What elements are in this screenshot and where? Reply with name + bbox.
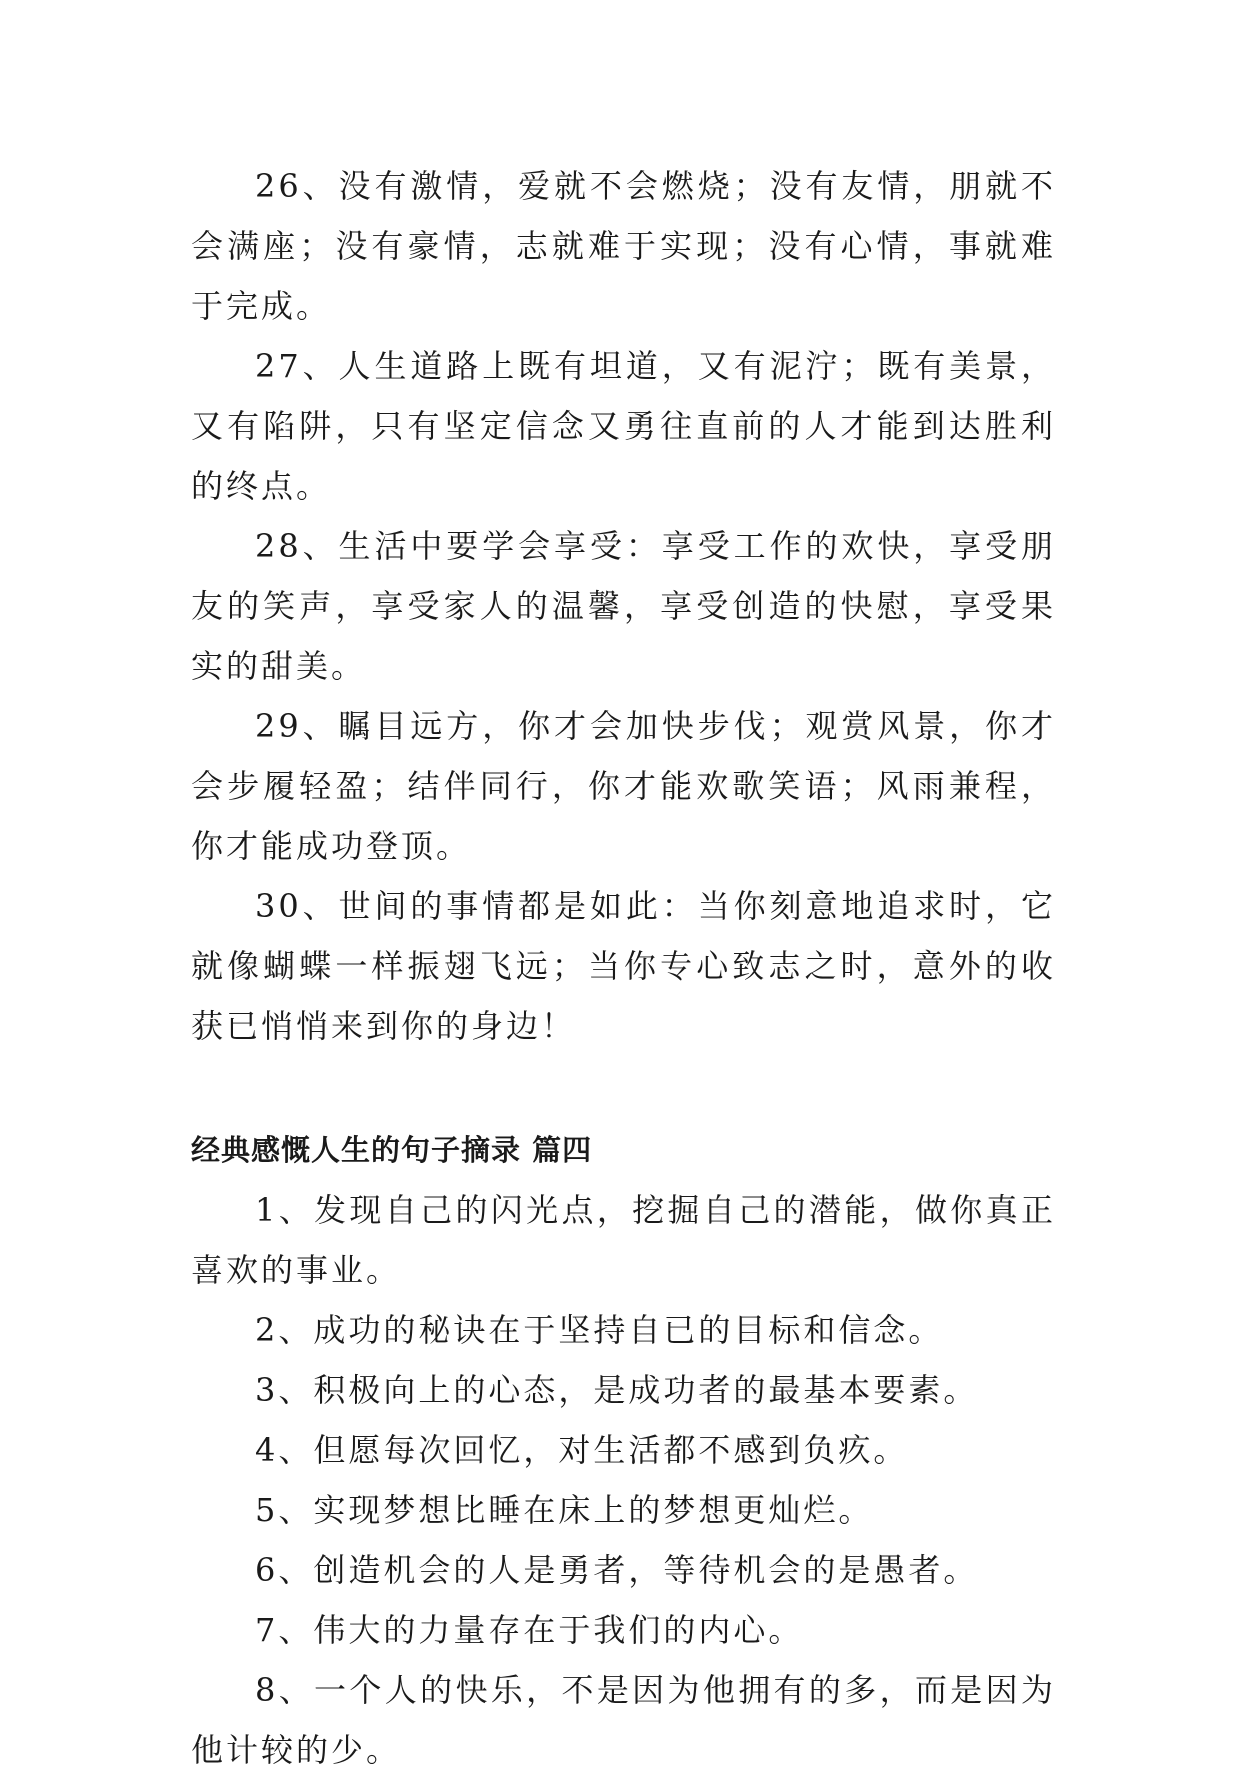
quote-6: 6、创造机会的人是勇者，等待机会的是愚者。: [255, 1551, 979, 1589]
quote-1: 1、发现自己的闪光点，挖掘自己的潜能，做你真正喜欢的事业。: [191, 1191, 1056, 1289]
quote-30: 30、世间的事情都是如此：当你刻意地追求时，它就像蝴蝶一样振翅飞远；当你专心致志之时，意外的收获已悄悄来到你的身边！: [191, 887, 1056, 1045]
quotes-section-2: [191, 1180, 1056, 1780]
quote-29: 29、瞩目远方，你才会加快步伐；观赏风景，你才会步履轻盈；结伴同行，你才能欢歌笑语；风雨兼程，你才能成功登顶。: [191, 707, 1056, 865]
quotes-section-1: [191, 156, 1056, 1056]
quote-5: 5、实现梦想比睡在床上的梦想更灿烂。: [255, 1491, 874, 1529]
document-page: [191, 156, 1056, 1780]
quote-4: 4、但愿每次回忆，对生活都不感到负疚。: [255, 1431, 909, 1469]
quote-2: 2、成功的秘诀在于坚持自已的目标和信念。: [255, 1311, 944, 1349]
quote-26: 26、没有激情，爱就不会燃烧；没有友情，朋就不会满座；没有豪情，志就难于实现；没有心情，事就难于完成。: [191, 167, 1056, 325]
quote-3: 3、积极向上的心态，是成功者的最基本要素。: [255, 1371, 979, 1409]
quote-28: 28、生活中要学会享受：享受工作的欢快，享受朋友的笑声，享受家人的温馨，享受创造的快慰，享受果实的甜美。: [191, 527, 1056, 685]
quote-7: 7、伟大的力量存在于我们的内心。: [255, 1611, 804, 1649]
quote-27: 27、人生道路上既有坦道，又有泥泞；既有美景，又有陷阱，只有坚定信念又勇往直前的人才能到达胜利的终点。: [191, 347, 1056, 505]
quote-8: 8、一个人的快乐，不是因为他拥有的多，而是因为他计较的少。: [191, 1671, 1056, 1769]
section-heading: 经典感慨人生的句子摘录 篇四: [191, 1133, 593, 1167]
